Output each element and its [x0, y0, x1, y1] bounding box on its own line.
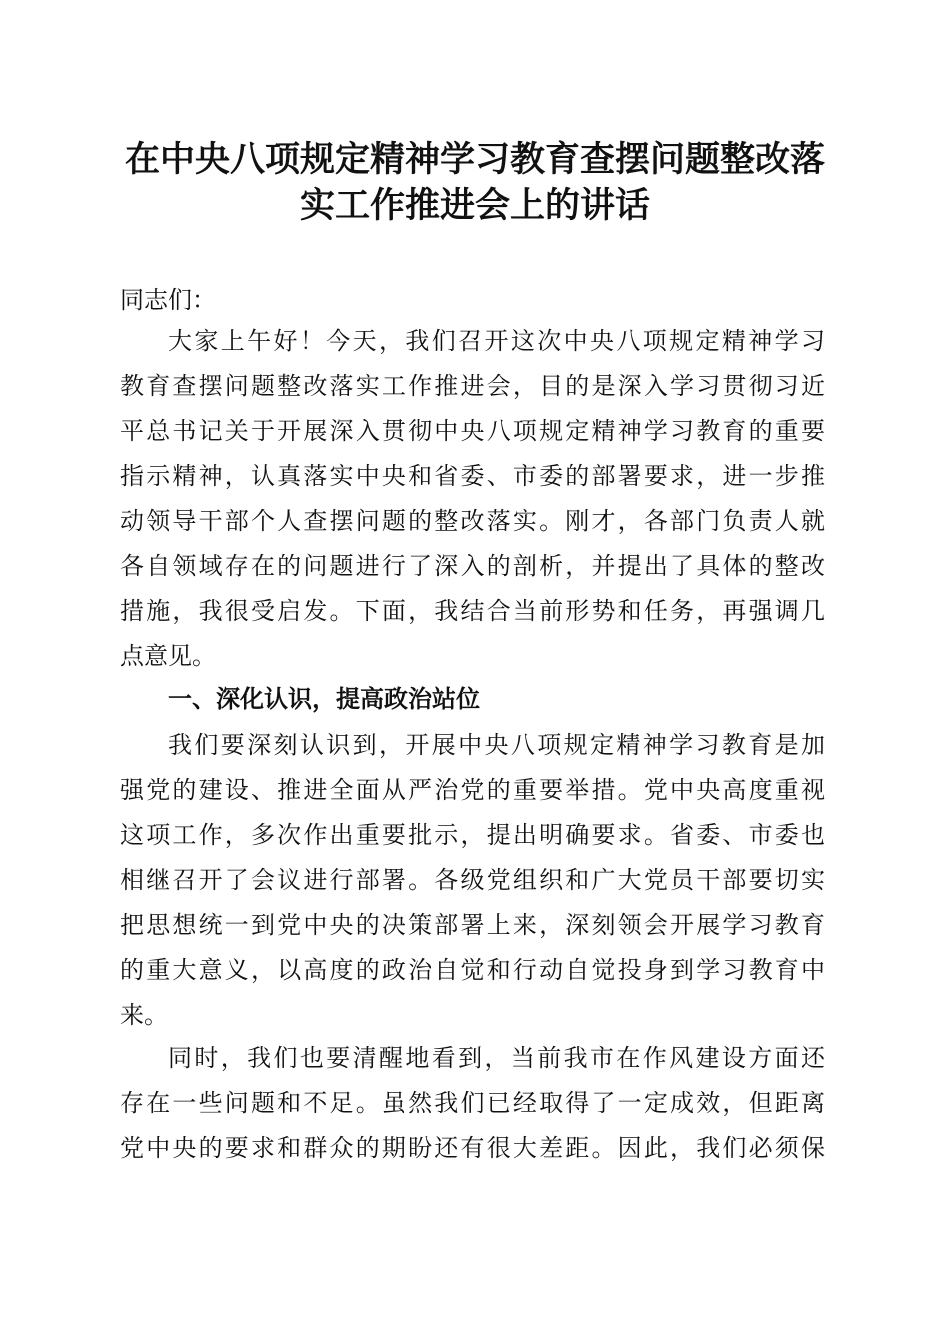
paragraph-1-line-4: 指示精神，认真落实中央和省委、市委的部署要求，进一步推 [120, 462, 825, 490]
paragraph-2-line-4: 相继召开了会议进行部署。各级党组织和广大党员干部要切实 [120, 866, 825, 894]
paragraph-1-line-3: 平总书记关于开展深入贯彻中央八项规定精神学习教育的重要 [120, 417, 825, 445]
paragraph-1-line-5: 动领导干部个人查摆问题的整改落实。刚才，各部门负责人就 [120, 507, 825, 535]
paragraph-2-line-7: 来。 [120, 1001, 168, 1029]
document-title-line-1: 在中央八项规定精神学习教育查摆问题整改落 [124, 139, 825, 180]
paragraph-2-line-6: 的重大意义，以高度的政治自觉和行动自觉投身到学习教育中 [120, 956, 825, 984]
paragraph-2-line-3: 这项工作，多次作出重要批示，提出明确要求。省委、市委也 [120, 821, 825, 849]
paragraph-3-line-1: 同时，我们也要清醒地看到，当前我市在作风建设方面还 [168, 1044, 825, 1072]
salutation: 同志们： [120, 286, 216, 314]
paragraph-1-line-7: 措施，我很受启发。下面，我结合当前形势和任务，再强调几 [120, 597, 825, 625]
paragraph-2-line-1: 我们要深刻认识到，开展中央八项规定精神学习教育是加 [168, 731, 825, 759]
paragraph-1-line-8: 点意见。 [120, 642, 216, 670]
document-title-line-2: 实工作推进会上的讲话 [299, 185, 650, 226]
paragraph-2-line-5: 把思想统一到党中央的决策部署上来，深刻领会开展学习教育 [120, 911, 825, 939]
paragraph-1-line-6: 各自领域存在的问题进行了深入的剖析，并提出了具体的整改 [120, 552, 825, 580]
paragraph-1-line-1: 大家上午好！今天，我们召开这次中央八项规定精神学习 [168, 327, 825, 355]
paragraph-1-line-2: 教育查摆问题整改落实工作推进会，目的是深入学习贯彻习近 [120, 372, 825, 400]
section-heading: 一、深化认识，提高政治站位 [168, 685, 480, 713]
paragraph-3-line-2: 存在一些问题和不足。虽然我们已经取得了一定成效，但距离 [120, 1089, 825, 1117]
paragraph-2-line-2: 强党的建设、推进全面从严治党的重要举措。党中央高度重视 [120, 776, 825, 804]
paragraph-3-line-3: 党中央的要求和群众的期盼还有很大差距。因此，我们必须保 [120, 1134, 825, 1162]
